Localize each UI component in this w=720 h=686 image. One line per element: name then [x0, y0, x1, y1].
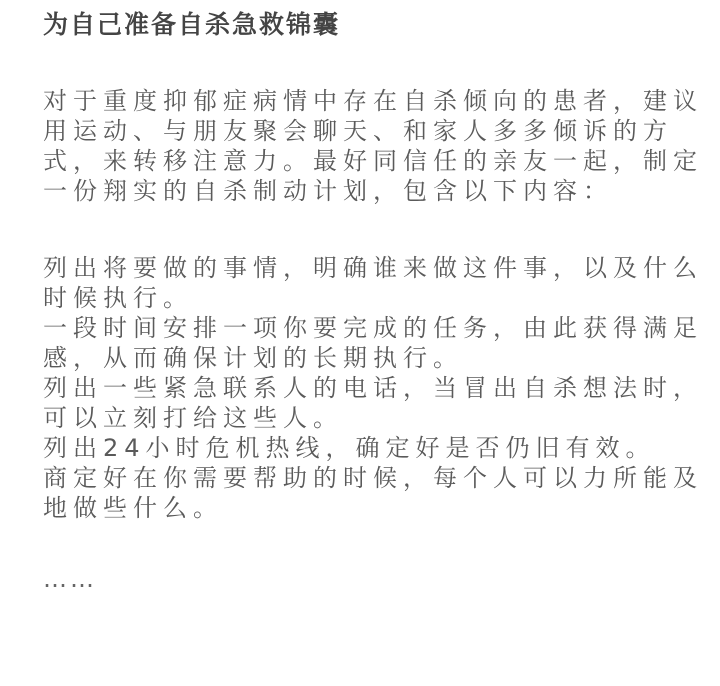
ellipsis: …… — [43, 565, 97, 593]
plan-item: 列出将要做的事情，明确谁来做这件事，以及什么时候执行。 — [43, 254, 703, 312]
document — [43, 0, 715, 594]
plan-list — [43, 253, 715, 523]
intro-paragraph: 对于重度抑郁症病情中存在自杀倾向的患者，建议用运动、与朋友聚会聊天、和家人多多倾诉的方式，来转移注意力。最好同信任的亲友一起，制定一份翔实的自杀制动计划，包含以下内容： — [43, 87, 703, 205]
document-title: 为自己准备自杀急救锦囊 — [43, 10, 341, 39]
plan-item: 列出一些紧急联系人的电话，当冒出自杀想法时，可以立刻打给这些人。 — [43, 374, 703, 432]
plan-item: 列出24小时危机热线，确定好是否仍旧有效。 — [43, 434, 656, 462]
plan-item: 商定好在你需要帮助的时候，每个人可以力所能及地做些什么。 — [43, 464, 703, 522]
plan-item: 一段时间安排一项你要完成的任务，由此获得满足感，从而确保计划的长期执行。 — [43, 314, 703, 372]
